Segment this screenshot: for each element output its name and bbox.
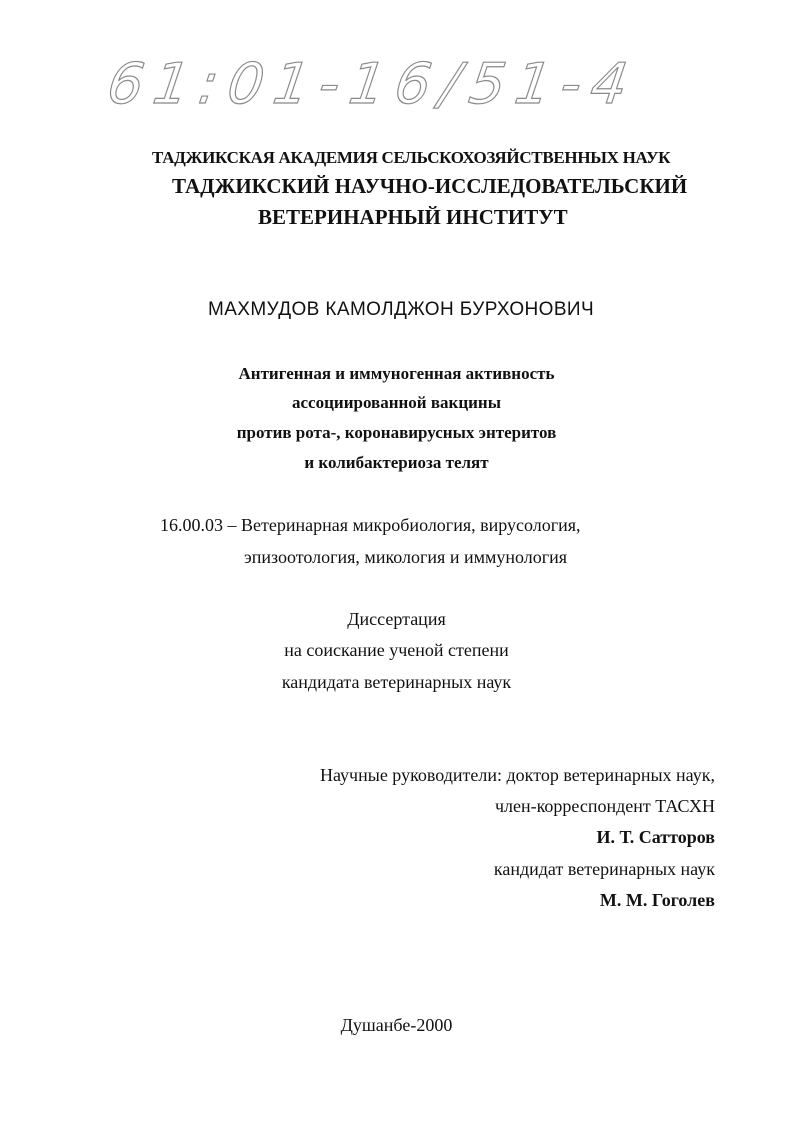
specialty-line-2: эпизоотология, микология и иммунология [244, 547, 568, 567]
supervisors-line-3: кандидат ветеринарных наук [493, 859, 715, 879]
institution-line-2: ТАДЖИКСКИЙ НАУЧНО-ИССЛЕДОВАТЕЛЬСКИЙ [172, 174, 688, 198]
degree-line-3: кандидата ветеринарных наук [281, 672, 512, 692]
title-line-4: и колибактериоза телят [304, 453, 489, 472]
archive-stamp: 61:01-16/51-4 [103, 52, 642, 117]
author-name: МАХМУДОВ КАМОЛДЖОН БУРХОНОВИЧ [208, 299, 595, 320]
institution-line-1: ТАДЖИКСКАЯ АКАДЕМИЯ СЕЛЬСКОХОЗЯЙСТВЕННЫХ НАУК [152, 148, 671, 167]
title-line-1: Антигенная и иммуногенная активность [238, 364, 555, 383]
supervisor-name-1: И. Т. Сатторов [596, 827, 715, 847]
title-line-2: ассоциированной вакцины [292, 393, 501, 412]
supervisors-line-1: Научные руководители: доктор ветеринарных наук, [319, 765, 715, 785]
specialty-line-1: 16.00.03 – Ветеринарная микробиология, вирусология, [160, 515, 581, 535]
institution-line-3: ВЕТЕРИНАРНЫЙ ИНСТИТУТ [258, 205, 568, 229]
degree-line-1: Диссертация [347, 609, 446, 629]
degree-line-2: на соискание ученой степени [284, 640, 509, 660]
supervisor-name-2: М. М. Гоголев [599, 890, 715, 910]
place-and-year: Душанбе-2000 [340, 1015, 453, 1035]
title-line-3: против рота-, коронавирусных энтеритов [236, 423, 557, 442]
supervisors-line-2: член-корреспондент ТАСХН [494, 796, 715, 816]
